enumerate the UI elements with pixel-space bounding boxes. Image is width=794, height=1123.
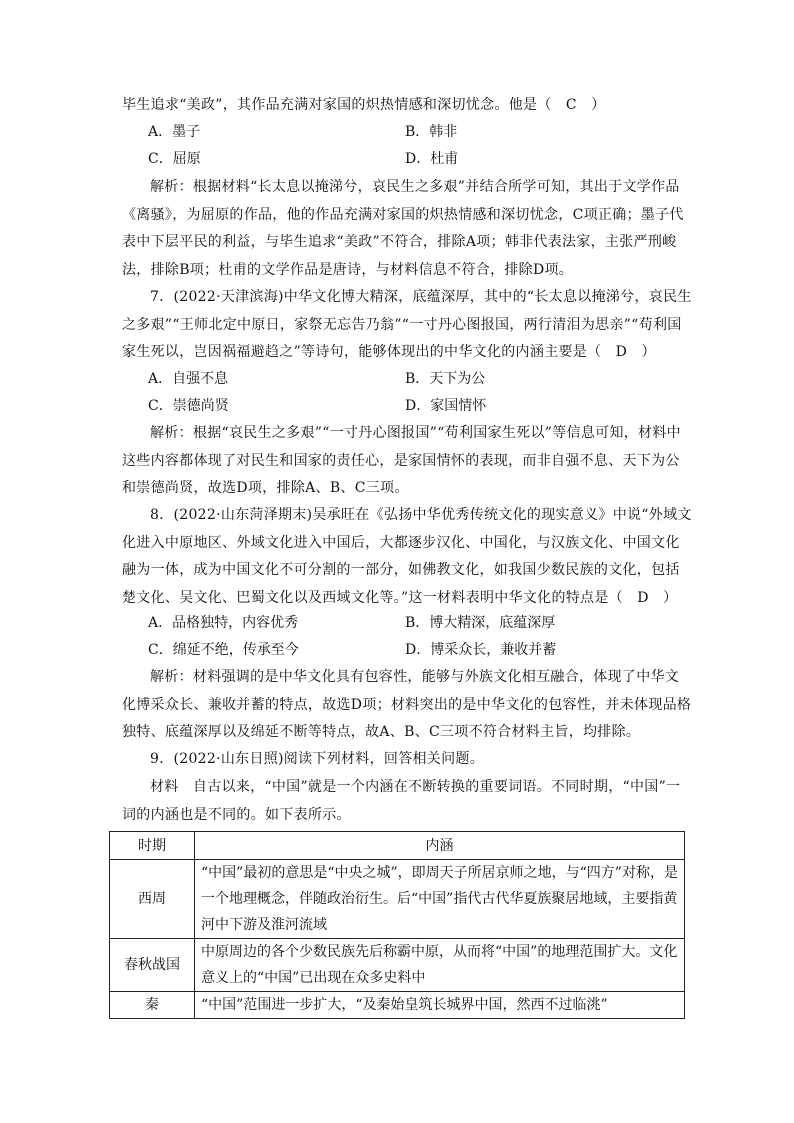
table-header-row <box>110 832 685 860</box>
row-meaning: “中国”最初的意思是“中央之城”，即周天子所居京师之地，与“四方”对称，是一个地理概念，伴随政治衍生。后“中国”指代古代华夏族聚居地域，主要指黄河中下游及淮河流域 <box>195 860 685 939</box>
q6-option-d: D．杜甫 <box>405 151 459 167</box>
q7-option-c: C．崇德尚贤 <box>148 398 229 414</box>
q6-option-a: A．墨子 <box>148 124 201 140</box>
q9-material: 材料 自古以来，“中国”就是一个内涵在不断转换的重要词语。不同时期，“中国”一词的内涵也是不同的。如下表所示。 <box>122 779 681 823</box>
q7-analysis: 解析：根据“哀民生之多艰”“一寸丹心图报国”“苟利国家生死以”等信息可知，材料中这些内容都体现了对民生和国家的责任心，是家国情怀的表现，而非自强不息、天下为公和崇德尚贤，故选D项，排除A、B、C三项。 <box>122 425 681 496</box>
row-period: 春秋战国 <box>110 939 195 992</box>
q7-option-d: D．家国情怀 <box>405 398 487 414</box>
row-period: 西周 <box>110 860 195 939</box>
header-period: 时期 <box>110 832 195 860</box>
row-meaning: “中国”范围进一步扩大，“及秦始皇筑长城界中国，然西不过临洮” <box>195 992 685 1019</box>
q8-stem: 8．(2022·山东菏泽期末)吴承旺在《弘扬中华优秀传统文化的现实意义》中说“外域文化进入中原地区、外域文化进入中国后，大都逐步汉化、中国化，与汉族文化、中国文化融为一体，成为中国文化不可分割的一部分，如佛教文化，如我国少数民族的文化，包括楚文化、吴文化、巴蜀文化以及西域文化等。”这一材料表明中华文化的特点是（ D ） <box>122 507 692 606</box>
q6-stem-tail: 毕生追求“美政”，其作品充满对家国的炽热情感和深切忧念。他是（ C ） <box>122 97 606 113</box>
header-meaning: 内涵 <box>195 832 685 860</box>
table-row <box>110 939 685 992</box>
q8-option-c: C．绵延不绝，传承至今 <box>148 642 299 658</box>
q7-option-b: B．天下为公 <box>405 371 486 387</box>
row-period: 秦 <box>110 992 195 1019</box>
table-row <box>110 860 685 939</box>
table-row <box>110 992 685 1019</box>
q9-stem: 9．(2022·山东日照)阅读下列材料，回答相关问题。 <box>150 751 485 767</box>
q6-option-b: B．韩非 <box>405 124 458 140</box>
meaning-table <box>109 831 685 1019</box>
row-meaning: 中原周边的各个少数民族先后称霸中原，从而将“中国”的地理范围扩大。文化意义上的“中国”已出现在众多史料中 <box>195 939 685 992</box>
q7-option-a: A．自强不息 <box>148 371 229 387</box>
q6-option-c: C．屈原 <box>148 151 201 167</box>
q6-analysis: 解析：根据材料“长太息以掩涕兮，哀民生之多艰”并结合所学可知，其出于文学作品《离骚》，为屈原的作品，他的作品充满对家国的炽热情感和深切忧念，C项正确；墨子代表中下层平民的利益，与毕生追求“美政”不符合，排除A项；韩非代表法家，主张严刑峻法，排除B项；杜甫的文学作品是唐诗，与材料信息不符合，排除D项。 <box>122 179 684 278</box>
q8-option-d: D．博采众长，兼收并蓄 <box>405 642 557 658</box>
q8-option-a: A．品格独特，内容优秀 <box>148 615 299 631</box>
q8-option-b: B．博大精深，底蕴深厚 <box>405 615 556 631</box>
q7-stem: 7．(2022·天津滨海)中华文化博大精深，底蕴深厚，其中的“长太息以掩涕兮，哀民生之多艰”“王师北定中原日，家祭无忘告乃翁”“一寸丹心图报国，两行清泪为思亲”“苟利国家生死以，岂因祸福避趋之”等诗句，能够体现出的中华文化的内涵主要是（ D ） <box>122 289 692 360</box>
q8-analysis: 解析：材料强调的是中华文化具有包容性，能够与外族文化相互融合，体现了中华文化博采众长、兼收并蓄的特点，故选D项；材料突出的是中华文化的包容性，并未体现品格独特、底蕴深厚以及绵延不断等特点，故A、B、C三项不符合材料主旨，均排除。 <box>122 669 692 740</box>
